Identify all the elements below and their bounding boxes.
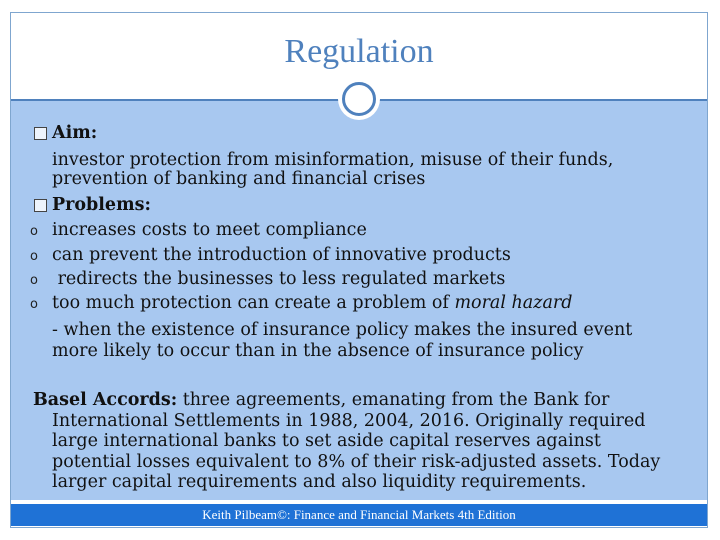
- problem-item: redirects the businesses to less regulated markets: [52, 269, 506, 289]
- moral-hazard-note: more likely to occur than in the absence of insurance policy: [52, 341, 584, 361]
- problem-item-text: too much protection can create a problem of: [52, 293, 455, 313]
- basel-text: three agreements, emanating from the Bank for: [177, 390, 610, 410]
- circle-bullet-icon: o: [30, 224, 38, 239]
- problem-item-moral-hazard: [52, 293, 572, 314]
- problems-heading: Problems:: [52, 195, 151, 215]
- footer-citation: Keith Pilbeam©: Finance and Financial Markets 4th Edition: [11, 504, 707, 526]
- circle-ornament-icon: [338, 78, 380, 120]
- moral-hazard-term: moral hazard: [454, 293, 573, 313]
- square-bullet-icon: [34, 199, 47, 212]
- moral-hazard-note: - when the existence of insurance policy makes the insured event: [52, 320, 633, 340]
- problem-item: increases costs to meet compliance: [52, 220, 367, 240]
- slide-title: Regulation: [284, 33, 434, 70]
- title-rule-right: [378, 99, 707, 101]
- aim-heading: Aim:: [52, 123, 98, 143]
- basel-paragraph-first-line: [33, 390, 609, 411]
- basel-line: larger capital requirements and also liquidity requirements.: [52, 472, 587, 492]
- circle-bullet-icon: o: [30, 297, 38, 312]
- square-bullet-icon: [34, 127, 47, 140]
- problem-item: can prevent the introduction of innovative products: [52, 245, 511, 265]
- basel-line: large international banks to set aside capital reserves against: [52, 431, 601, 451]
- aim-line: investor protection from misinformation, misuse of their funds,: [52, 150, 614, 170]
- basel-heading: Basel Accords:: [33, 390, 178, 410]
- title-rule-left: [11, 99, 341, 101]
- basel-line: potential losses equivalent to 8% of their risk-adjusted assets. Today: [52, 452, 661, 472]
- basel-line: International Settlements in 1988, 2004, 2016. Originally required: [52, 411, 646, 431]
- aim-line: prevention of banking and financial crises: [52, 169, 426, 189]
- circle-bullet-icon: o: [30, 273, 38, 288]
- circle-bullet-icon: o: [30, 249, 38, 264]
